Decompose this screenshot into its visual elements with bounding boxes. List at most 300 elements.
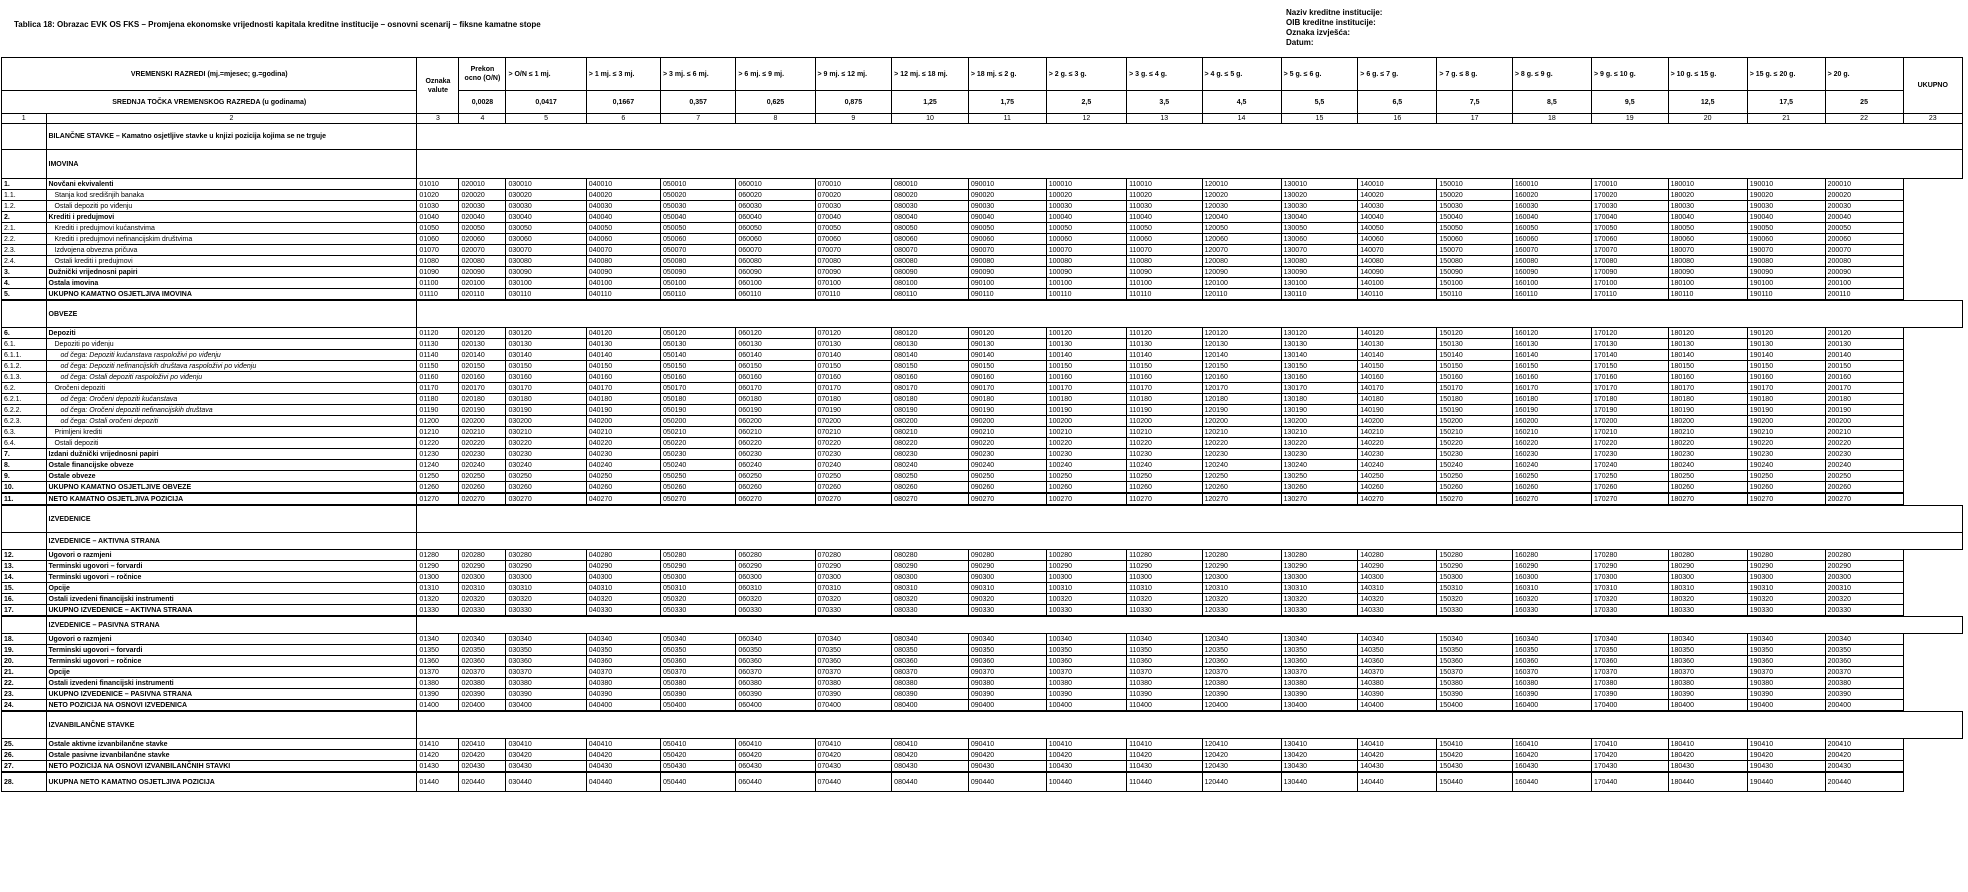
cell-code: 200170 [1825,383,1903,394]
cell-code: 110330 [1127,605,1202,617]
cell-code: 040400 [586,700,660,712]
cell-code: 140280 [1358,550,1437,561]
table-row [2,350,1963,361]
cell-code: 080010 [892,179,969,190]
cell-code: 020430 [459,761,506,773]
cell-code: 110440 [1127,772,1202,792]
cell-code: 090010 [968,179,1046,190]
cell-code: 130190 [1281,405,1358,416]
cell-code: 110070 [1127,245,1202,256]
cell-code: 140100 [1358,278,1437,289]
cell-code: 080300 [892,572,969,583]
cell-code: 020170 [459,383,506,394]
cell-code: 130180 [1281,394,1358,405]
cell-code: 050340 [660,634,735,645]
cell-code: 180230 [1668,449,1747,460]
cell-code: 190020 [1747,190,1825,201]
row-label: Depoziti [46,328,417,339]
cell-code: 050040 [660,212,735,223]
cell-code: 110110 [1127,289,1202,301]
cell-code: 040140 [586,350,660,361]
row-number: 1.2. [2,201,47,212]
cell-code: 050160 [660,372,735,383]
cell-code: 120440 [1202,772,1281,792]
info-line: Oznaka izvješća: [1286,28,1351,37]
row-label: Krediti i predujmovi kućanstvima [46,223,417,234]
cell-code: 080330 [892,605,969,617]
cell-code: 130040 [1281,212,1358,223]
cell-code: 070240 [815,460,892,471]
table-row [2,550,1963,561]
cell-code: 190180 [1747,394,1825,405]
cell-code: 200440 [1825,772,1903,792]
cell-code: 170200 [1591,416,1668,427]
row-label: Izdvojena obvezna pričuva [46,245,417,256]
cell-code: 01170 [417,383,459,394]
table-row [2,278,1963,289]
cell-code: 01120 [417,328,459,339]
cell-code: 100340 [1046,634,1126,645]
cell-code: 130060 [1281,234,1358,245]
table-row [2,339,1963,350]
cell-code: 060180 [736,394,815,405]
cell-code: 030190 [506,405,586,416]
column-index: 14 [1202,114,1281,124]
cell-code: 070020 [815,190,892,201]
cell-code: 160260 [1512,482,1591,494]
cell-code: 090130 [968,339,1046,350]
row-number: 7. [2,449,47,460]
cell-code: 120250 [1202,471,1281,482]
section-spacer [417,533,1963,550]
cell-code: 140080 [1358,256,1437,267]
cell-code: 01270 [417,493,459,505]
cell-code: 200270 [1825,493,1903,505]
cell-code: 050330 [660,605,735,617]
table-row [2,372,1963,383]
cell-code: 020260 [459,482,506,494]
cell-code: 160080 [1512,256,1591,267]
cell-code: 160150 [1512,361,1591,372]
cell-code: 070220 [815,438,892,449]
cell-code: 050210 [660,427,735,438]
cell-code: 190080 [1747,256,1825,267]
cell-code: 150340 [1437,634,1512,645]
cell-code: 190280 [1747,550,1825,561]
row-label: Ugovori o razmjeni [46,634,417,645]
cell-code: 160200 [1512,416,1591,427]
cell-code: 020340 [459,634,506,645]
table-row [2,572,1963,583]
cell-code: 200250 [1825,471,1903,482]
cell-code: 160350 [1512,645,1591,656]
cell-code: 040270 [586,493,660,505]
cell-code: 120360 [1202,656,1281,667]
cell-code: 070370 [815,667,892,678]
cell-code: 200320 [1825,594,1903,605]
cell-code: 140200 [1358,416,1437,427]
cell-code: 160360 [1512,656,1591,667]
cell-code: 020420 [459,750,506,761]
cell-code: 190070 [1747,245,1825,256]
cell-code: 170290 [1591,561,1668,572]
cell-code: 180080 [1668,256,1747,267]
header-bucket: > 5 g. ≤ 6 g. [1281,58,1358,91]
row-number: 21. [2,667,47,678]
cell-code: 120270 [1202,493,1281,505]
cell-code: 150230 [1437,449,1512,460]
row-label: od čega: Ostali depoziti raspoloživi po viđenju [46,372,417,383]
cell-code: 140270 [1358,493,1437,505]
cell-code: 150010 [1437,179,1512,190]
cell-code: 100370 [1046,667,1126,678]
cell-code: 190090 [1747,267,1825,278]
cell-code: 140030 [1358,201,1437,212]
cell-code: 100060 [1046,234,1126,245]
cell-code: 040330 [586,605,660,617]
cell-code: 060380 [736,678,815,689]
cell-code: 190030 [1747,201,1825,212]
cell-code: 060320 [736,594,815,605]
cell-code: 070040 [815,212,892,223]
cell-code: 050020 [660,190,735,201]
cell-code: 160130 [1512,339,1591,350]
cell-code: 120220 [1202,438,1281,449]
cell-code: 160420 [1512,750,1591,761]
cell-code: 060280 [736,550,815,561]
cell-code: 090240 [968,460,1046,471]
cell-code: 060110 [736,289,815,301]
midpoint-value: 0,1667 [586,91,660,114]
cell-code: 180090 [1668,267,1747,278]
table-row [2,594,1963,605]
cell-code: 040070 [586,245,660,256]
row-number: 2.1. [2,223,47,234]
cell-code: 090270 [968,493,1046,505]
info-line: OIB kreditne institucije: [1286,18,1376,27]
cell-code: 130310 [1281,583,1358,594]
cell-code: 190440 [1747,772,1825,792]
cell-code: 150080 [1437,256,1512,267]
cell-code: 090050 [968,223,1046,234]
cell-code: 030420 [506,750,586,761]
section-spacer [417,711,1963,739]
cell-code: 060050 [736,223,815,234]
cell-code: 130370 [1281,667,1358,678]
cell-code: 040040 [586,212,660,223]
cell-code: 110360 [1127,656,1202,667]
cell-code: 120300 [1202,572,1281,583]
cell-code: 120060 [1202,234,1281,245]
cell-code: 020180 [459,394,506,405]
cell-code: 090200 [968,416,1046,427]
cell-code: 180220 [1668,438,1747,449]
cell-code: 200120 [1825,328,1903,339]
cell-code: 060240 [736,460,815,471]
cell-code: 080370 [892,667,969,678]
cell-code: 080200 [892,416,969,427]
cell-code: 110160 [1127,372,1202,383]
cell-code: 110250 [1127,471,1202,482]
cell-code: 170250 [1591,471,1668,482]
cell-code: 130150 [1281,361,1358,372]
section-spacer [417,616,1963,634]
cell-code: 140140 [1358,350,1437,361]
cell-code: 200330 [1825,605,1903,617]
header-bucket: > 9 g. ≤ 10 g. [1591,58,1668,91]
cell-code: 120280 [1202,550,1281,561]
cell-code: 050420 [660,750,735,761]
cell-code: 080190 [892,405,969,416]
row-label: UKUPNA NETO KAMATNO OSJETLJIVA POZICIJA [46,772,417,792]
cell-code: 070070 [815,245,892,256]
header-bucket: > 20 g. [1825,58,1903,91]
cell-code: 080390 [892,689,969,700]
cell-code: 080210 [892,427,969,438]
cell-code: 200080 [1825,256,1903,267]
cell-code: 120320 [1202,594,1281,605]
cell-code: 170040 [1591,212,1668,223]
section-row [2,505,1963,533]
cell-code: 190310 [1747,583,1825,594]
cell-code: 150200 [1437,416,1512,427]
cell-code: 150030 [1437,201,1512,212]
cell-code: 080060 [892,234,969,245]
cell-code: 01330 [417,605,459,617]
section-title: OBVEZE [46,300,417,328]
cell-code: 160140 [1512,350,1591,361]
cell-code: 180280 [1668,550,1747,561]
cell-code: 170130 [1591,339,1668,350]
cell-code: 170310 [1591,583,1668,594]
cell-code: 180330 [1668,605,1747,617]
cell-code: 040080 [586,256,660,267]
cell-code: 060270 [736,493,815,505]
cell-code: 050320 [660,594,735,605]
cell-code: 180260 [1668,482,1747,494]
row-label: Ostale financijske obveze [46,460,417,471]
cell-code: 01420 [417,750,459,761]
cell-code: 200050 [1825,223,1903,234]
cell-code: 120430 [1202,761,1281,773]
cell-code: 110190 [1127,405,1202,416]
cell-code: 170260 [1591,482,1668,494]
cell-code: 01240 [417,460,459,471]
cell-code: 020380 [459,678,506,689]
header-bucket: > O/N ≤ 1 mj. [506,58,586,91]
cell-code: 030340 [506,634,586,645]
midpoint-value: 0,625 [736,91,815,114]
row-number: 9. [2,471,47,482]
cell-code: 100410 [1046,739,1126,750]
cell-code: 070400 [815,700,892,712]
cell-code: 190050 [1747,223,1825,234]
cell-code: 070090 [815,267,892,278]
row-label: Ugovori o razmjeni [46,550,417,561]
cell-code: 100190 [1046,405,1126,416]
cell-code: 070420 [815,750,892,761]
cell-code: 130400 [1281,700,1358,712]
cell-code: 190140 [1747,350,1825,361]
cell-code: 160230 [1512,449,1591,460]
table-row [2,561,1963,572]
cell-code: 130170 [1281,383,1358,394]
cell-code: 050170 [660,383,735,394]
cell-code: 170180 [1591,394,1668,405]
cell-code: 140310 [1358,583,1437,594]
cell-code: 090330 [968,605,1046,617]
cell-code: 200010 [1825,179,1903,190]
cell-code: 190300 [1747,572,1825,583]
cell-code: 070390 [815,689,892,700]
section-row [2,124,1963,150]
midpoint-row [2,91,1963,114]
cell-code: 050250 [660,471,735,482]
cell-code: 090440 [968,772,1046,792]
cell-code: 140190 [1358,405,1437,416]
cell-code: 080400 [892,700,969,712]
cell-code: 140340 [1358,634,1437,645]
table-row [2,460,1963,471]
cell-code: 190160 [1747,372,1825,383]
cell-code: 180160 [1668,372,1747,383]
cell-code: 050280 [660,550,735,561]
cell-code: 050150 [660,361,735,372]
cell-code: 080080 [892,256,969,267]
cell-code: 050070 [660,245,735,256]
cell-code: 170050 [1591,223,1668,234]
cell-code: 070160 [815,372,892,383]
cell-code: 160370 [1512,667,1591,678]
cell-code: 130410 [1281,739,1358,750]
index-row [2,114,1963,124]
cell-code: 090390 [968,689,1046,700]
cell-code: 040350 [586,645,660,656]
table-row [2,394,1963,405]
table-row [2,482,1963,494]
cell-code: 020240 [459,460,506,471]
cell-code: 060010 [736,179,815,190]
row-number: 3. [2,267,47,278]
cell-code: 01040 [417,212,459,223]
cell-code: 110230 [1127,449,1202,460]
section-spacer [417,505,1963,533]
cell-code: 170350 [1591,645,1668,656]
cell-code: 180150 [1668,361,1747,372]
cell-code: 080440 [892,772,969,792]
cell-code: 180030 [1668,201,1747,212]
cell-code: 190330 [1747,605,1825,617]
cell-code: 070290 [815,561,892,572]
cell-code: 140020 [1358,190,1437,201]
cell-code: 120130 [1202,339,1281,350]
cell-code: 060430 [736,761,815,773]
cell-code: 050100 [660,278,735,289]
table-row [2,212,1963,223]
cell-code: 090380 [968,678,1046,689]
section-empty [2,505,47,533]
cell-code: 130090 [1281,267,1358,278]
cell-code: 150290 [1437,561,1512,572]
cell-code: 120120 [1202,328,1281,339]
cell-code: 190420 [1747,750,1825,761]
column-index: 1 [2,114,47,124]
cell-code: 120350 [1202,645,1281,656]
cell-code: 030370 [506,667,586,678]
cell-code: 060170 [736,383,815,394]
cell-code: 160250 [1512,471,1591,482]
cell-code: 150430 [1437,761,1512,773]
cell-code: 190110 [1747,289,1825,301]
cell-code: 190370 [1747,667,1825,678]
cell-code: 090370 [968,667,1046,678]
cell-code: 110300 [1127,572,1202,583]
cell-code: 170330 [1591,605,1668,617]
cell-code: 060370 [736,667,815,678]
cell-code: 070060 [815,234,892,245]
cell-code: 030430 [506,761,586,773]
cell-code: 060340 [736,634,815,645]
cell-code: 190100 [1747,278,1825,289]
cell-code: 040310 [586,583,660,594]
cell-code: 140260 [1358,482,1437,494]
cell-code: 140370 [1358,667,1437,678]
cell-code: 150180 [1437,394,1512,405]
cell-code: 110090 [1127,267,1202,278]
cell-code: 040120 [586,328,660,339]
cell-code: 140350 [1358,645,1437,656]
cell-code: 200400 [1825,700,1903,712]
cell-code: 020390 [459,689,506,700]
cell-code: 160190 [1512,405,1591,416]
cell-code: 080270 [892,493,969,505]
cell-code: 200090 [1825,267,1903,278]
cell-code: 180070 [1668,245,1747,256]
cell-code: 090250 [968,471,1046,482]
cell-code: 060040 [736,212,815,223]
cell-code: 100160 [1046,372,1126,383]
cell-code: 01030 [417,201,459,212]
cell-code: 020080 [459,256,506,267]
cell-code: 200130 [1825,339,1903,350]
table-row [2,190,1963,201]
cell-code: 120180 [1202,394,1281,405]
cell-code: 080040 [892,212,969,223]
header-oznaka: Oznaka valute [417,58,459,114]
cell-code: 150160 [1437,372,1512,383]
cell-code: 01130 [417,339,459,350]
table-row [2,678,1963,689]
cell-code: 040130 [586,339,660,350]
cell-code: 140110 [1358,289,1437,301]
header-bucket: Prekon ocno (O/N) [459,58,506,91]
cell-code: 040090 [586,267,660,278]
cell-code: 01310 [417,583,459,594]
cell-code: 100030 [1046,201,1126,212]
cell-code: 030060 [506,234,586,245]
cell-code: 070320 [815,594,892,605]
cell-code: 030180 [506,394,586,405]
cell-code: 160060 [1512,234,1591,245]
table-row [2,645,1963,656]
cell-code: 100360 [1046,656,1126,667]
section-spacer [417,124,1963,150]
cell-code: 160030 [1512,201,1591,212]
cell-code: 100220 [1046,438,1126,449]
cell-code: 050010 [660,179,735,190]
cell-code: 070170 [815,383,892,394]
section-title: IMOVINA [46,150,417,179]
